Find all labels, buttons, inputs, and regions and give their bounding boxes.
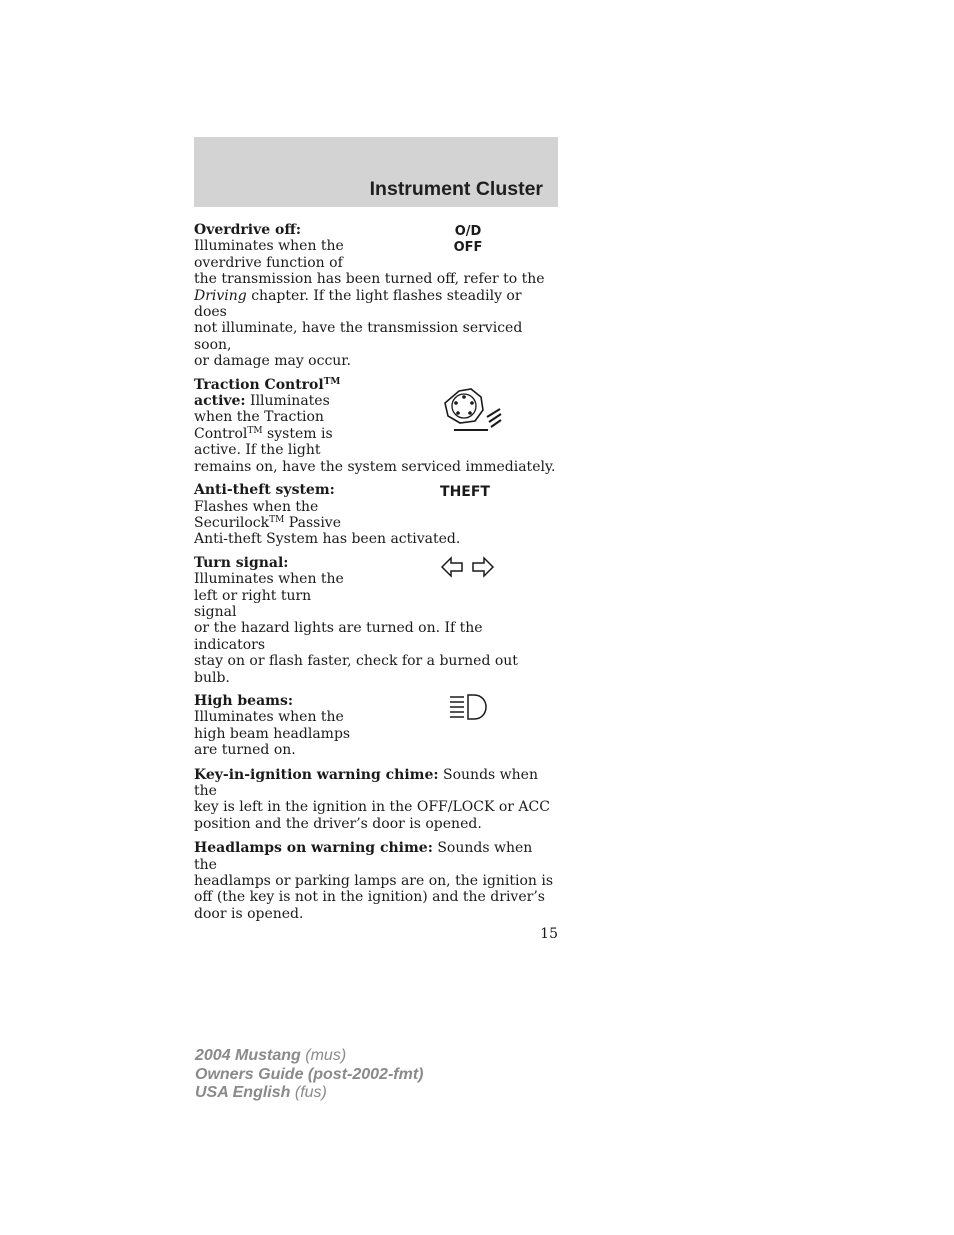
- turn-signal-line-2: left or right turn signal: [194, 587, 312, 620]
- anti-theft-section: [194, 482, 556, 548]
- traction-line-1: Illuminates: [245, 393, 330, 410]
- footer-model-code: (mus): [300, 1047, 347, 1064]
- overdrive-title: Overdrive off:: [194, 222, 302, 238]
- high-beam-icon: [448, 693, 488, 721]
- traction-line-2: when the Traction: [194, 409, 324, 426]
- high-beams-line-2: high beam headlamps: [194, 725, 351, 742]
- overdrive-line-1: Illuminates when the: [194, 238, 344, 255]
- headlamps-chime-text-1: Sounds when the: [194, 840, 533, 873]
- traction-title-2: active:: [194, 393, 246, 410]
- overdrive-off-icon: [448, 224, 488, 256]
- headlamps-chime-text-3: off (the key is not in the ignition) and the driver’s: [194, 889, 545, 906]
- turn-signal-line-1: Illuminates when the: [194, 571, 344, 588]
- driving-chapter-ref: Driving: [194, 287, 247, 304]
- document-footer: [195, 1047, 423, 1103]
- turn-signal-arrows-icon: [440, 555, 496, 579]
- trademark-mark: TM: [247, 425, 263, 436]
- key-chime-text-2: key is left in the ignition in the OFF/LOCK or ACC: [194, 799, 550, 816]
- headlamps-chime-title: Headlamps on warning chime:: [194, 840, 433, 857]
- headlamps-chime-text-4: door is opened.: [194, 905, 304, 922]
- overdrive-line-2: overdrive function of: [194, 254, 343, 271]
- footer-language: USA English: [195, 1084, 291, 1101]
- high-beams-title: High beams:: [194, 692, 294, 709]
- anti-theft-line-1: Flashes when the: [194, 498, 319, 515]
- turn-signal-title: Turn signal:: [194, 554, 289, 571]
- anti-theft-title: Anti-theft system:: [194, 482, 335, 499]
- key-in-ignition-section: [194, 767, 556, 833]
- traction-control-icon: [438, 387, 504, 439]
- theft-indicator-icon: THEFT: [440, 484, 490, 501]
- overdrive-text-2: chapter. If the light flashes steadily or does: [194, 287, 522, 321]
- turn-signal-text-1: or the hazard lights are turned on. If the indicators: [194, 620, 483, 653]
- traction-text: remains on, have the system serviced immediately.: [194, 458, 556, 475]
- traction-line-3: Control: [194, 425, 248, 442]
- trademark-mark: TM: [269, 514, 285, 525]
- page-number: 15: [540, 926, 558, 942]
- traction-line-3b: system is: [262, 425, 333, 442]
- traction-control-section: [194, 377, 556, 475]
- anti-theft-line-2b: Passive: [284, 514, 341, 531]
- traction-line-4: active. If the light: [194, 442, 321, 459]
- footer-model: 2004 Mustang: [195, 1047, 301, 1064]
- headlamps-chime-section: [194, 840, 556, 922]
- high-beams-section: [194, 693, 556, 759]
- anti-theft-text: Anti-theft System has been activated.: [194, 531, 461, 548]
- overdrive-text-3: not illuminate, have the transmission serviced soon,: [194, 320, 523, 353]
- anti-theft-line-2: Securilock: [194, 514, 270, 531]
- overdrive-icon-line-2: OFF: [453, 240, 483, 255]
- turn-signal-text-2: stay on or flash faster, check for a burned out bulb.: [194, 653, 518, 686]
- overdrive-text-4: or damage may occur.: [194, 353, 351, 370]
- trademark-mark: TM: [323, 376, 341, 387]
- key-chime-text-3: position and the driver’s door is opened.: [194, 815, 482, 832]
- footer-language-code: (fus): [290, 1084, 327, 1101]
- section-title: Instrument Cluster: [369, 178, 543, 200]
- high-beams-line-1: Illuminates when the: [194, 709, 344, 726]
- headlamps-chime-text-2: headlamps or parking lamps are on, the ignition is: [194, 873, 554, 890]
- high-beams-line-3: are turned on.: [194, 742, 296, 759]
- traction-title: Traction Control: [194, 376, 324, 393]
- turn-signal-section: [194, 555, 556, 686]
- overdrive-icon-line-1: O/D: [454, 224, 482, 239]
- key-chime-title: Key-in-ignition warning chime:: [194, 766, 439, 783]
- page-content: [194, 222, 556, 922]
- key-chime-text-1: Sounds when the: [194, 766, 538, 799]
- footer-guide: Owners Guide (post-2002-fmt): [195, 1065, 424, 1083]
- section-header-bar: [194, 137, 558, 207]
- overdrive-text-1: the transmission has been turned off, refer to the: [194, 271, 545, 288]
- overdrive-section: [194, 222, 556, 370]
